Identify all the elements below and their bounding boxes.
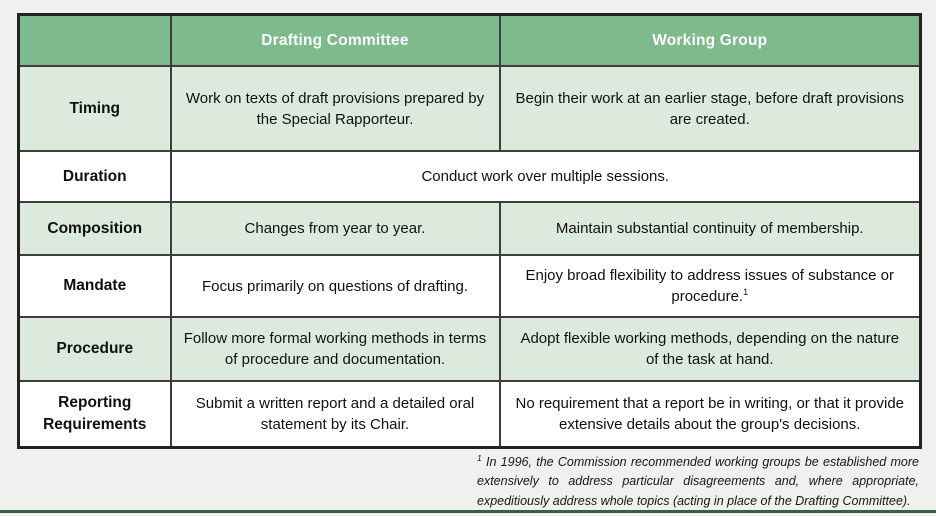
footnote-reference-marker: 1 <box>743 287 749 297</box>
table-row-mandate <box>19 255 921 317</box>
row-label-timing: Timing <box>19 66 171 151</box>
footnote <box>477 453 919 511</box>
cell-reporting-drafting: Submit a written report and a detailed oral statement by its Chair. <box>171 381 500 447</box>
row-label-mandate: Mandate <box>19 255 171 317</box>
cell-reporting-working: No requirement that a report be in writing, or that it provide extensive details about the group's decisions. <box>500 381 921 447</box>
cell-mandate-working <box>500 255 921 317</box>
cell-timing-working: Begin their work at an earlier stage, before draft provisions are created. <box>500 66 921 151</box>
cell-procedure-working: Adopt flexible working methods, depending on the nature of the task at hand. <box>500 317 921 381</box>
row-label-duration: Duration <box>19 151 171 202</box>
cell-timing-drafting: Work on texts of draft provisions prepared by the Special Rapporteur. <box>171 66 500 151</box>
table-row-composition <box>19 202 921 255</box>
table-row-duration <box>19 151 921 202</box>
footnote-marker: 1 <box>477 452 482 463</box>
cell-mandate-drafting: Focus primarily on questions of drafting. <box>171 255 500 317</box>
header-working-group: Working Group <box>500 15 921 67</box>
table-header-row <box>19 15 921 67</box>
cell-duration-merged: Conduct work over multiple sessions. <box>171 151 921 202</box>
comparison-table <box>17 13 922 449</box>
cell-composition-working: Maintain substantial continuity of membership. <box>500 202 921 255</box>
footnote-text: In 1996, the Commission recommended working groups be established more extensively to address particular disagreements and, where appropriate, expeditiously address whole topics (acting in place of the Drafting Committee). <box>477 455 919 508</box>
header-drafting-committee: Drafting Committee <box>171 15 500 67</box>
table-row-timing <box>19 66 921 151</box>
cell-composition-drafting: Changes from year to year. <box>171 202 500 255</box>
header-empty-cell <box>19 15 171 67</box>
row-label-reporting-requirements: Reporting Requirements <box>19 381 171 447</box>
row-label-procedure: Procedure <box>19 317 171 381</box>
mandate-working-text: Enjoy broad flexibility to address issues of substance or procedure. <box>525 267 895 305</box>
table-row-reporting-requirements <box>19 381 921 447</box>
table-row-procedure <box>19 317 921 381</box>
row-label-composition: Composition <box>19 202 171 255</box>
bottom-divider <box>0 510 936 513</box>
cell-procedure-drafting: Follow more formal working methods in terms of procedure and documentation. <box>171 317 500 381</box>
